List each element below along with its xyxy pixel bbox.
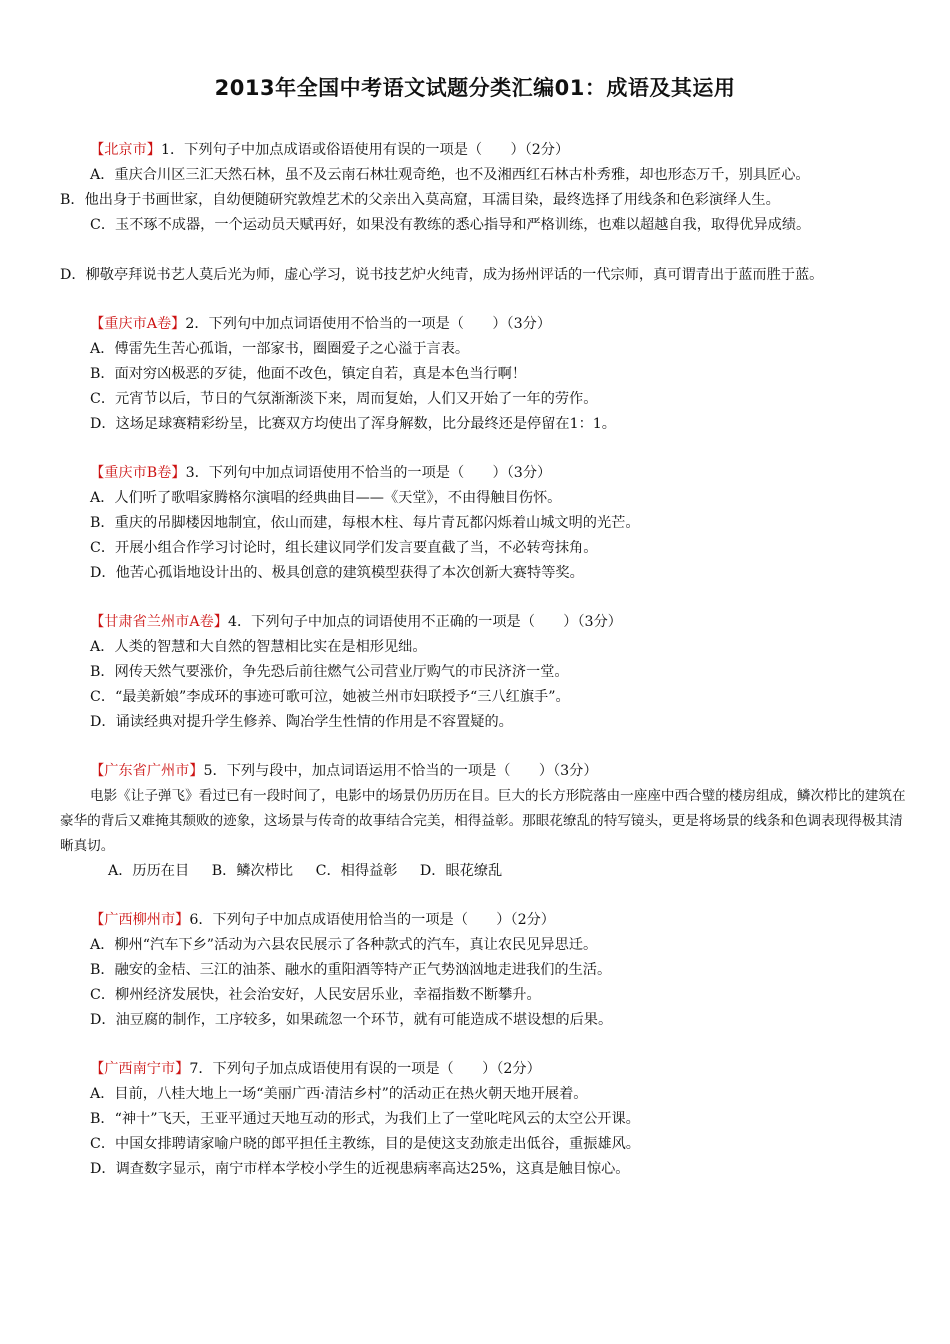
option-c: C．柳州经济发展快，社会治安好，人民安居乐业，幸福指数不断攀升。	[90, 987, 541, 1003]
question-5	[60, 759, 908, 884]
option-a: A．目前，八桂大地上一场“美丽广西·清洁乡村”的活动正在热火朝天地开展着。	[90, 1086, 588, 1102]
option-b: B．“神十”飞天，王亚平通过天地互动的形式，为我们上了一堂叱咤风云的太空公开课。	[90, 1111, 640, 1127]
option-d: D．他苦心孤诣地设计出的、极具创意的建筑模型获得了本次创新大赛特等奖。	[90, 565, 584, 581]
question-stem	[60, 312, 908, 337]
option-a: A．柳州“汽车下乡”活动为六县农民展示了各种款式的汽车，真让农民见异思迁。	[90, 937, 598, 953]
document-title: 2013年全国中考语文试题分类汇编01：成语及其运用	[214, 76, 736, 100]
question-text: 7．下列句子加点成语使用有误的一项是（ ）（2分）	[189, 1061, 541, 1077]
question-7	[60, 1057, 908, 1182]
option-b: B．面对穷凶极恶的歹徒，他面不改色，镇定自若，真是本色当行啊！	[90, 366, 527, 382]
option-a: A．重庆合川区三汇天然石林，虽不及云南石林壮观奇绝，也不及湘西红石林古朴秀雅，却也形态万千，别具匠心。	[90, 167, 810, 183]
option-a: A．人类的智慧和大自然的智慧相比实在是相形见绌。	[90, 639, 427, 655]
option-c: C．“最美新娘”李成环的事迹可歌可泣，她被兰州市妇联授予“三八红旗手”。	[90, 689, 570, 705]
option-a: A．历历在目	[108, 863, 190, 879]
option-d: D．调查数字显示，南宁市样本学校小学生的近视患病率高达25%，这真是触目惊心。	[90, 1161, 630, 1177]
question-stem	[60, 759, 908, 784]
region-label: 【甘肃省兰州市A卷】	[90, 614, 228, 630]
question-stem	[60, 610, 908, 635]
option-c: C．开展小组合作学习讨论时，组长建议同学们发言要直截了当，不必转弯抹角。	[90, 540, 598, 556]
option-d: D．这场足球赛精彩纷呈，比赛双方均使出了浑身解数，比分最终还是停留在1：1。	[90, 416, 616, 432]
option-b: B．鳞次栉比	[211, 863, 294, 879]
option-c: C．玉不琢不成器，一个运动员天赋再好，如果没有教练的悉心指导和严格训练，也难以超越自我，取得优异成绩。	[90, 217, 811, 233]
region-label: 【广西柳州市】	[90, 912, 190, 928]
question-text: 3．下列句中加点词语使用不恰当的一项是（ ）（3分）	[185, 465, 552, 481]
option-c: C．元宵节以后，节日的气氛渐渐淡下来，周而复始，人们又开始了一年的劳作。	[90, 391, 598, 407]
question-text: 5．下列与段中，加点词语运用不恰当的一项是（ ）（3分）	[203, 763, 598, 779]
question-text: 1．下列句子中加点成语或俗语使用有误的一项是（ ）（2分）	[160, 142, 570, 158]
region-label: 【重庆市A卷】	[90, 316, 186, 332]
question-stem	[60, 461, 908, 486]
question-1	[60, 138, 908, 288]
question-stem	[60, 908, 908, 933]
question-stem	[60, 138, 908, 163]
option-d: D．油豆腐的制作，工序较多，如果疏忽一个环节，就有可能造成不堪设想的后果。	[90, 1012, 613, 1028]
question-6	[60, 908, 908, 1033]
option-c: C．相得益彰	[315, 863, 398, 879]
option-b: B．他出身于书画世家，自幼便随研究敦煌艺术的父亲出入莫高窟，耳濡目染，最终选择了用线条和色彩演绎人生。	[60, 192, 780, 208]
option-d: D．柳敬亭拜说书艺人莫后光为师，虚心学习，说书技艺炉火纯青，成为扬州评话的一代宗师，真可谓青出于蓝而胜于蓝。	[60, 267, 824, 283]
question-text: 6．下列句子中加点成语使用恰当的一项是（ ）（2分）	[189, 912, 555, 928]
option-b: B．重庆的吊脚楼因地制宜，依山而建，每根木柱、每片青瓦都闪烁着山城文明的光芒。	[90, 515, 640, 531]
region-label: 【广西南宁市】	[90, 1061, 190, 1077]
option-d: D．眼花缭乱	[419, 863, 503, 879]
region-label: 【广东省广州市】	[90, 763, 204, 779]
document-body	[60, 138, 908, 1206]
question-text: 4．下列句子中加点的词语使用不正确的一项是（ ）（3分）	[227, 614, 622, 630]
option-a: A．傅雷先生苦心孤诣，一部家书，圈圈爱子之心溢于言表。	[90, 341, 470, 357]
region-label: 【北京市】	[90, 142, 161, 158]
question-stem	[60, 1057, 908, 1082]
option-d: D．诵读经典对提升学生修养、陶冶学生性情的作用是不容置疑的。	[90, 714, 513, 730]
question-2	[60, 312, 908, 437]
option-b: B．融安的金桔、三江的油茶、融水的重阳酒等特产正气势汹汹地走进我们的生活。	[90, 962, 612, 978]
question-text: 2．下列句中加点词语使用不恰当的一项是（ ）（3分）	[185, 316, 552, 332]
option-c: C．中国女排聘请家喻户晓的郎平担任主教练，目的是使这支劲旅走出低谷，重振雄风。	[90, 1136, 640, 1152]
reading-passage: 电影《让子弹飞》看过已有一段时间了，电影中的场景仍历历在目。巨大的长方形院落由一座座中西合璧的楼房组成，鳞次栉比的建筑在豪华的背后又难掩其颓败的迹象，这场景与传奇的故事结合完美，相得益彰。那眼花缭乱的特写镜头，更是将场景的线条和色调表现得极其清晰真切。	[60, 788, 906, 854]
question-3	[60, 461, 908, 586]
inline-options	[60, 859, 908, 884]
option-b: B．网传天然气要涨价，争先恐后前往燃气公司营业厅购气的市民济济一堂。	[90, 664, 569, 680]
option-a: A．人们听了歌唱家腾格尔演唱的经典曲目——《天堂》，不由得触目伤怀。	[90, 490, 562, 506]
region-label: 【重庆市B卷】	[90, 465, 186, 481]
blank-line	[60, 238, 908, 263]
question-4	[60, 610, 908, 735]
